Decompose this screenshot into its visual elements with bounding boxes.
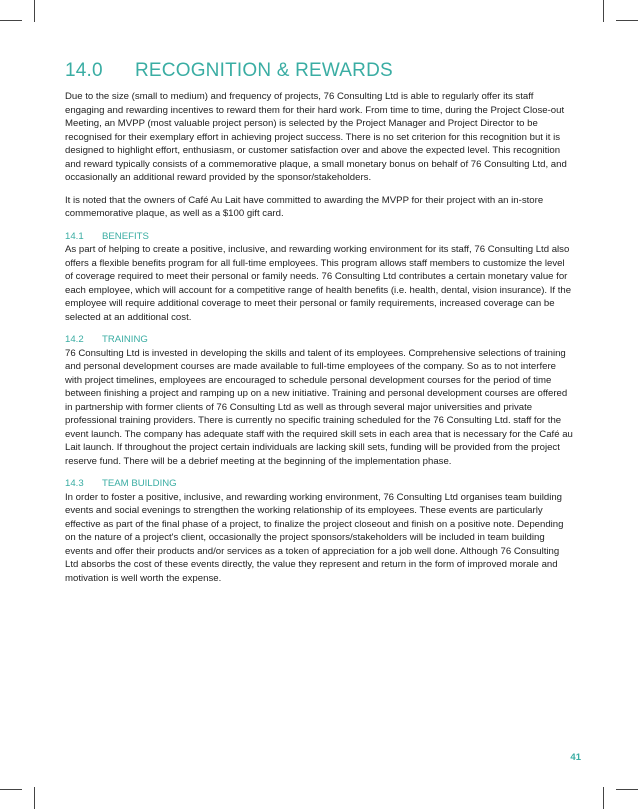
section-heading bbox=[65, 230, 575, 244]
section-number: 14.1 bbox=[65, 230, 84, 242]
chapter-title: RECOGNITION & REWARDS bbox=[135, 60, 393, 81]
section-training bbox=[65, 333, 575, 468]
section-title: TRAINING bbox=[102, 334, 148, 345]
section-benefits bbox=[65, 230, 575, 325]
section-number: 14.2 bbox=[65, 334, 84, 345]
chapter-number: 14.0 bbox=[65, 60, 103, 81]
crop-mark-top-right-h bbox=[616, 20, 638, 21]
crop-mark-top-left-h bbox=[0, 20, 22, 21]
section-heading bbox=[65, 477, 575, 491]
intro-paragraph-1: Due to the size (small to medium) and frequency of projects, 76 Consulting Ltd is able to regularly offer its staff engaging and rewarding incentives to reward them for their hard work. From time to time, during the Project Close-out Meeting, an MVPP (most valuable project person) is selected by the Project Manager and Project Director to be recognised for their exemplary effort in achieving project success. There is no set criterion for this recognition but it is designed to highlight effort, enthusiasm, or customer satisfaction over and above the expected level. This recognition and reward typically consists of a commemorative plaque, a small monetary bonus on behalf of 76 Consulting Ltd, and occasionally an additional reward provided by the sponsor/stakeholders. bbox=[65, 91, 567, 183]
section-title: TEAM BUILDING bbox=[102, 478, 177, 489]
crop-mark-top-right-v bbox=[603, 0, 604, 22]
section-team-building bbox=[65, 477, 575, 585]
section-title: BENEFITS bbox=[102, 230, 149, 242]
section-text: As part of helping to create a positive, inclusive, and rewarding working environment for its staff, 76 Consulting Ltd also offers a flexible benefits program for all full-time employees. This program allows staff members to customize the level of coverage required to meet their personal or family needs. 76 Consulting Ltd contributes a certain monetary value for each employee, which will account for a competitive range of health benefits (i.e. health, dental, vision insurance). If the employee will require additional coverage to meet their personal or family requirements, increased coverage can be selected at an additional cost. bbox=[65, 244, 572, 323]
crop-mark-bottom-right-h bbox=[616, 789, 638, 790]
section-text: In order to foster a positive, inclusive, and rewarding working environment, 76 Consulting Ltd organises team building events and social evenings to strengthen the working relationship of its employees. These events are particularly effective as part of the final phase of a project, to finalize the project closeout and finish on a positive note. Depending on the nature of a project's client, occasionally the project sponsors/stakeholders will be included in team building events and offer their products and/or services as a token of appreciation for a job well done. Although 76 Consulting Ltd absorbs the cost of these events directly, the value they represent and return in the form of improved morale and motivation is well worth the expense. bbox=[65, 491, 564, 584]
page-content bbox=[65, 58, 575, 585]
intro-paragraph-2: It is noted that the owners of Café Au Lait have committed to awarding the MVPP for their project with an in-store commemorative plaque, as well as a $100 gift card. bbox=[65, 194, 544, 219]
crop-mark-bottom-left-h bbox=[0, 789, 22, 790]
page-number: 41 bbox=[570, 752, 581, 763]
crop-mark-bottom-left-v bbox=[34, 787, 35, 809]
section-text: 76 Consulting Ltd is invested in developing the skills and talent of its employees. Comprehensive selections of training and personal development courses are made available to full-time employees of the company. So as to not interfere with project timelines, employees are encouraged to schedule personal development courses for the period of time between finishing a project and ramping up on a new initiative. Training and personal development courses are offered in partnership with former clients of 76 Consulting Ltd as well as through several major universities and private professional training providers. There is currently no specific training scheduled for the 76 Consulting Ltd. staff for the event launch. The company has adequate staff with the required skill sets in each area that is necessary for the Café au Lait launch. If throughout the project certain individuals are lacking skill sets, funding will be provided from the project reserve fund. There will be a debrief meeting at the beginning of the implementation phase. bbox=[65, 347, 573, 467]
section-heading bbox=[65, 333, 575, 347]
chapter-heading bbox=[65, 58, 575, 84]
crop-mark-top-left-v bbox=[34, 0, 35, 22]
crop-mark-bottom-right-v bbox=[603, 787, 604, 809]
section-number: 14.3 bbox=[65, 478, 84, 489]
